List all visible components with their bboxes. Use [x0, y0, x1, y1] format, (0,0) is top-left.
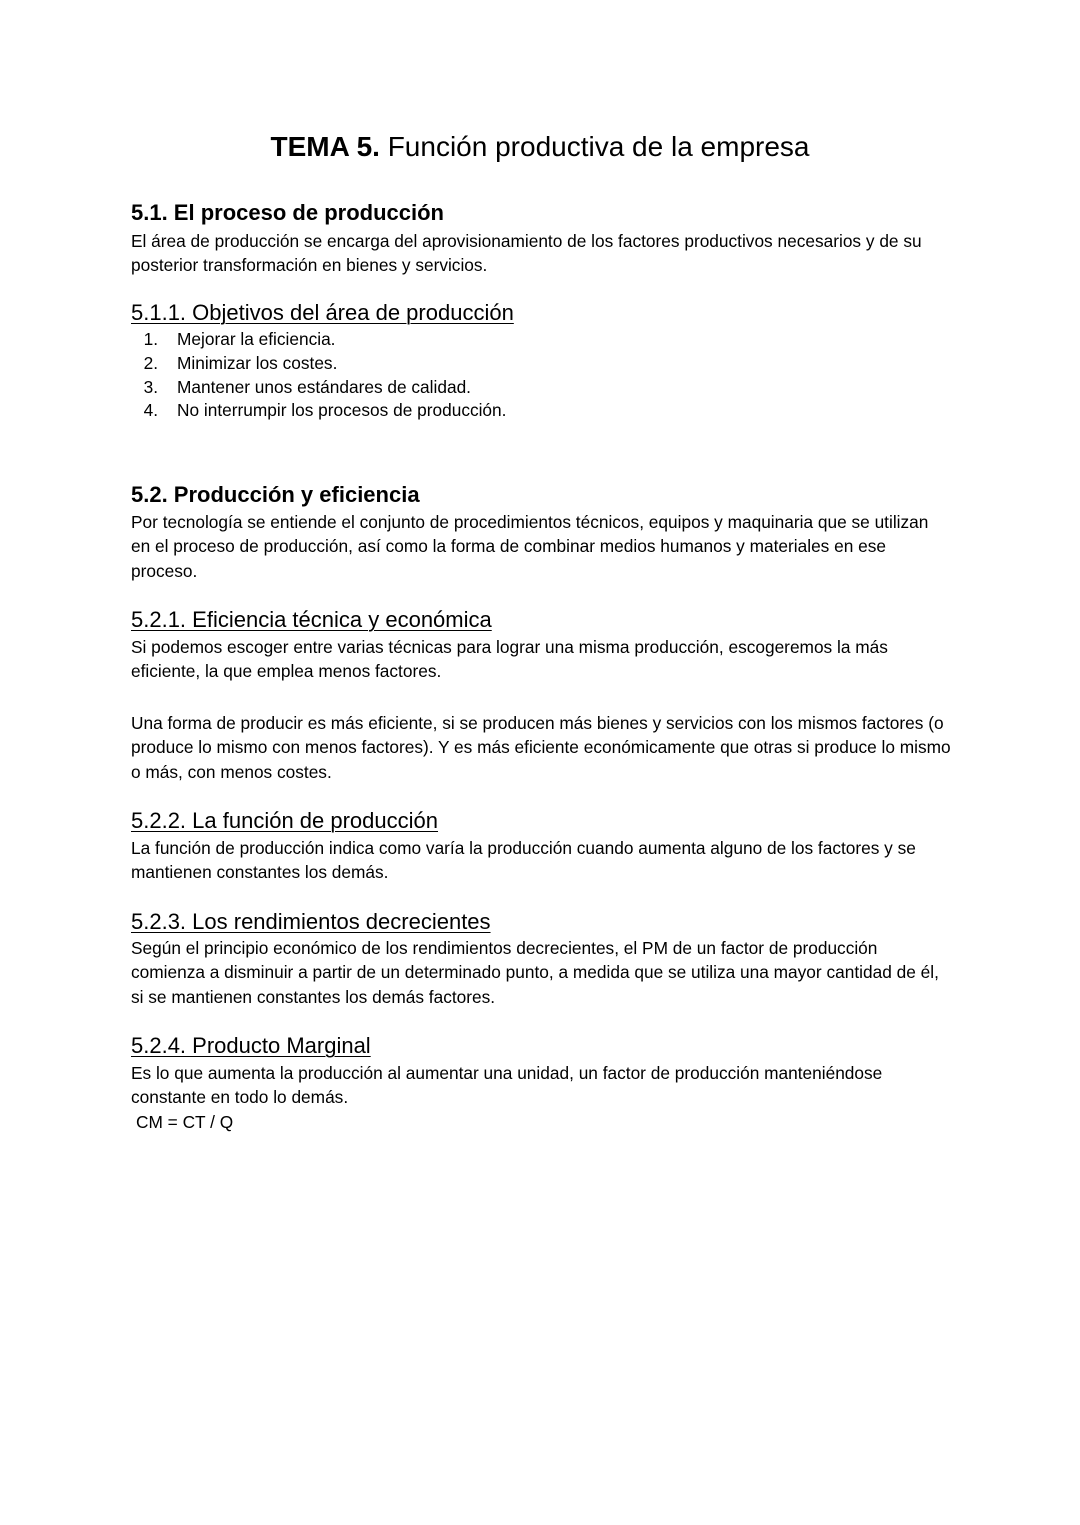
list-item-number: 3. — [143, 376, 158, 397]
formula: CM = CT / Q — [136, 1112, 234, 1132]
title-topic-name: Función productiva de la empresa — [379, 131, 810, 162]
section-5-1-heading: 5.1. El proceso de producción — [131, 200, 444, 225]
list-item — [131, 376, 506, 400]
list-item-text: No interrumpir los procesos de producción. — [177, 400, 507, 421]
list-item-text: Mantener unos estándares de calidad. — [177, 376, 471, 397]
list-item — [131, 352, 506, 376]
list-item-number: 1. — [143, 329, 158, 349]
section-5-2-1-text-2: Una forma de producir es más eficiente, si se producen más bienes y servicios con los mismos factores (o produce lo mismo con menos factores). Y es más eficiente económicamente que otras si produce lo mismo o más, con menos costes. — [131, 713, 951, 782]
list-item-text: Minimizar los costes. — [177, 352, 338, 373]
list-item — [131, 399, 506, 423]
section-5-2-text: Por tecnología se entiende el conjunto de procedimientos técnicos, equipos y maquinaria que se utilizan en el proceso de producción, así como la forma de combinar medios humanos y materiales en ese proceso. — [131, 512, 929, 581]
section-5-2-2-text: La función de producción indica como varía la producción cuando aumenta alguno de los factores y se mantienen constantes los demás. — [131, 838, 916, 883]
section-5-2-3-heading: 5.2.3. Los rendimientos decrecientes — [131, 909, 491, 934]
page-title — [0, 130, 1080, 164]
list-item-number: 4. — [143, 400, 158, 421]
section-5-1-text: El área de producción se encarga del aprovisionamiento de los factores productivos necesarios y de su posterior transformación en bienes y servicios. — [131, 231, 922, 276]
list-item-text: Mejorar la eficiencia. — [177, 329, 336, 349]
section-5-2-1-text-1: Si podemos escoger entre varias técnicas para lograr una misma producción, escogeremos la más eficiente, la que emplea menos factores. — [131, 637, 888, 682]
section-5-2-3-text: Según el principio económico de los rendimientos decrecientes, el PM de un factor de producción comienza a disminuir a partir de un determinado punto, a medida que se utiliza una mayor cantidad de él, si se mantienen constantes los demás factores. — [131, 938, 939, 1007]
list-item — [131, 328, 506, 352]
section-5-2-4-text: Es lo que aumenta la producción al aumentar una unidad, un factor de producción manteniéndose constante en todo lo demás. — [131, 1063, 883, 1108]
objectives-list — [131, 328, 506, 423]
section-5-1-1-heading: 5.1.1. Objetivos del área de producción — [131, 300, 514, 325]
section-5-2-1-heading: 5.2.1. Eficiencia técnica y económica — [131, 607, 492, 632]
title-topic-number: TEMA 5. — [270, 131, 380, 162]
list-item-number: 2. — [143, 352, 158, 373]
section-5-2-heading: 5.2. Producción y eficiencia — [131, 482, 420, 507]
section-5-2-2-heading: 5.2.2. La función de producción — [131, 808, 439, 833]
section-5-2-4-heading: 5.2.4. Producto Marginal — [131, 1033, 371, 1058]
